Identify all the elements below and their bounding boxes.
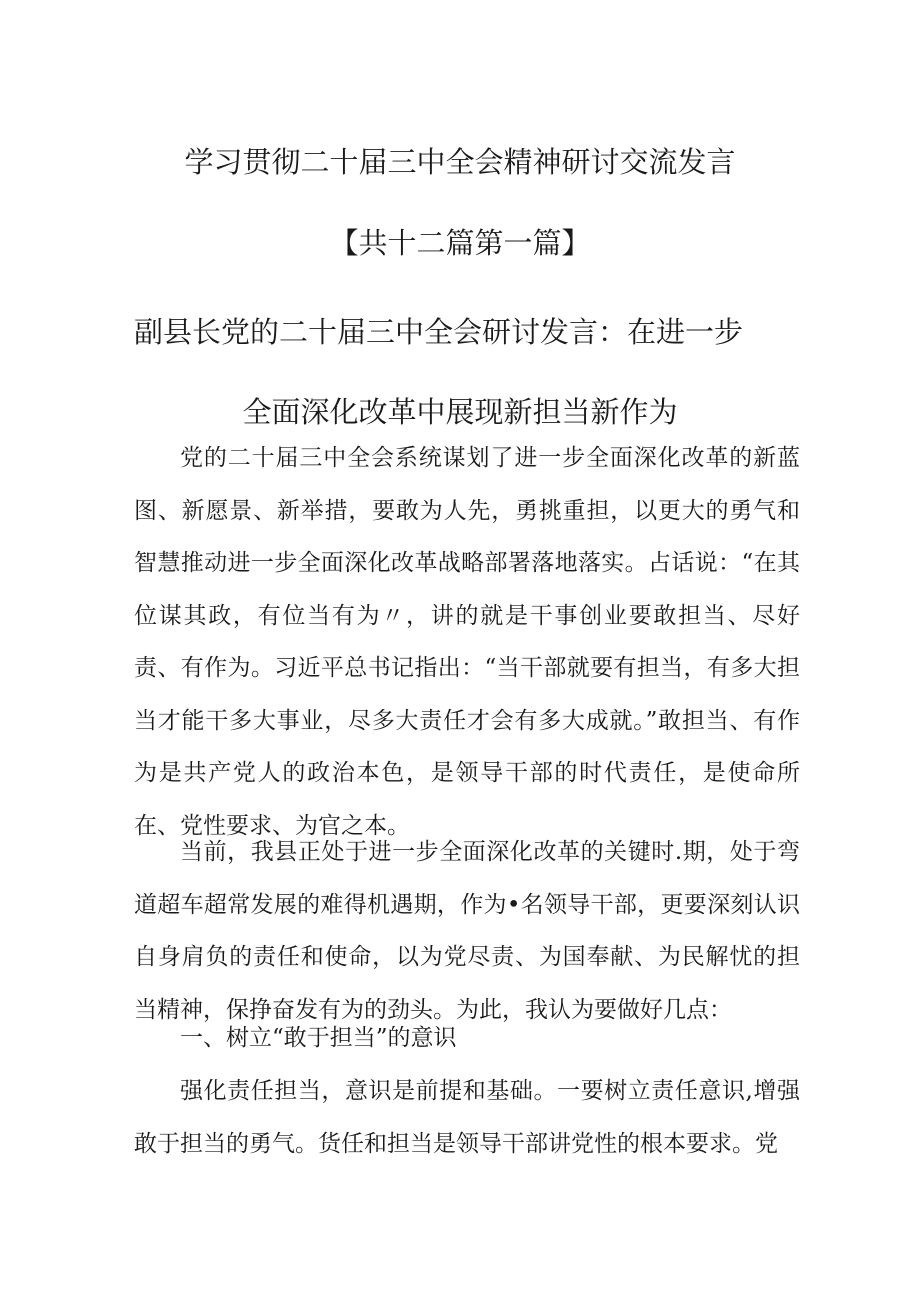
section-heading-1: 一、树立“敢于担当”的意识 xyxy=(180,1025,457,1051)
speech-title-line-1: 副县长党的二十届三中全会研讨发言：在进一步 xyxy=(134,315,744,349)
body-paragraph-3: 强化责任担当，意识是前提和基础。一要树立责任意识,增强敢于担当的勇气。货任和担当是领导干部讲党性的根本要求。党 xyxy=(134,1078,800,1157)
body-paragraph-1: 党的二十届三中全会系统谋划了进一步全面深化改革的新蓝图、新愿景、新举措，要敢为人先，勇挑重担，以更大的勇气和智慧推动进一步全面深化改革战略部署落地落实。占话说：“在其位谋其政，有位当有为〃，讲的就是干事创业要敢担当、尽好责、有作为。习近平总书记指出：“当干部就要有担当，有多大担当才能干多大事业，尽多大责任才会有多大成就。”敢担当、有作为是共产党人的政治本色，是领导干部的时代责任，是使命所在、党性要求、为官之本。 xyxy=(134,445,800,839)
speech-title-line-2: 全面深化改革中展现新担当新作为 xyxy=(242,395,678,429)
document-title: 学习贯彻二十届三中全会精神研讨交流发言 xyxy=(184,145,736,179)
document-part-label: 【共十二篇第一篇】 xyxy=(329,226,591,260)
body-paragraph-2: 当前，我县正处于进一步全面深化改革的关键时.期，处于弯道超车超常发展的难得机遇期，作为•名领导干部，更要深刻认识自身肩负的责任和使命，以为党尽责、为国奉献、为民解忧的担当精神，保挣奋发有为的劲头。为此，我认为要做好几点： xyxy=(134,839,800,1023)
